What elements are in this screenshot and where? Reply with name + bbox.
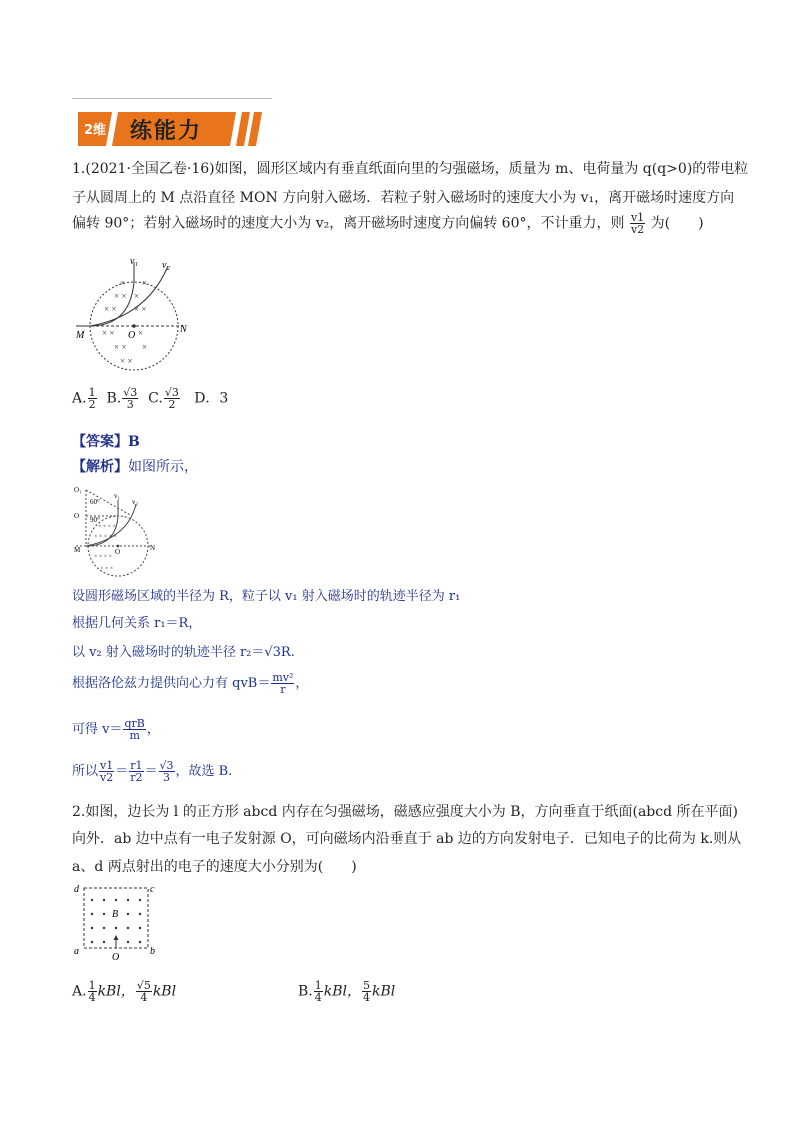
q1-line3-end: 为( ) xyxy=(650,215,704,232)
q1-opt-c-num: √3 xyxy=(164,386,179,399)
q1-line1: 1.(2021·全国乙卷·16)如图，圆形区域内有垂直纸面向里的匀强磁场，质量为 m、电荷量为 q(q>0)的带电粒 xyxy=(72,161,749,177)
analysis-intro: 如图所示， xyxy=(128,459,198,475)
step6-f1-num: v1 xyxy=(100,759,114,772)
q2-opt-b-f2-num: 5 xyxy=(363,979,370,992)
q1-opt-a-den: 2 xyxy=(88,398,96,411)
q1-option-d: D．3 xyxy=(194,390,229,407)
q1-opt-b-num: √3 xyxy=(123,386,138,399)
step5-fraction xyxy=(123,718,145,741)
q2-opt-b-prefix: B. xyxy=(298,983,313,1000)
solution-figure xyxy=(72,482,172,582)
step6-prefix: 所以 xyxy=(72,764,99,779)
step4-prefix: 根据洛伦兹力提供向心力有 qvB＝ xyxy=(72,676,271,691)
section-header xyxy=(78,110,268,148)
sol-fig-label-90: 90° xyxy=(90,516,100,524)
q1-fig-label-v2: v₂ xyxy=(162,260,170,271)
q2-opt-b-mid: kBl， xyxy=(323,983,361,1000)
q2-line1: 2.如图，边长为 l 的正方形 abcd 内存在匀强磁场，磁感应强度大小为 B，方向垂直于纸面(abcd 所在平面) xyxy=(72,804,738,820)
answer-label: 【答案】 xyxy=(72,434,128,450)
q1-ratio-den: v2 xyxy=(630,223,645,236)
q2-fig-label-O: O xyxy=(112,952,120,963)
step6-eq1: ＝ xyxy=(115,764,129,779)
solution-step-2: 根据几何关系 r₁＝R， xyxy=(72,616,202,631)
q1-line3 xyxy=(72,212,704,235)
q1-option-c-prefix: C. xyxy=(148,390,163,407)
step6-frac2 xyxy=(129,760,143,783)
sol-fig-label-N: N xyxy=(150,544,156,552)
q2-opt-a-frac1 xyxy=(88,980,97,1003)
sol-fig-label-O: O xyxy=(115,548,121,556)
header-title: 练能力 xyxy=(130,119,203,144)
q2-fig-label-B: B xyxy=(112,909,119,920)
svg-text:× ×: × × xyxy=(114,291,127,301)
step5-prefix: 可得 v＝ xyxy=(72,722,123,737)
svg-text:× ×: × × xyxy=(134,304,147,314)
sol-fig-label-O2: O xyxy=(74,512,80,520)
solution-diagram xyxy=(72,482,172,582)
q2-opt-a-f2-den: 4 xyxy=(140,991,148,1004)
step6-suffix: ，故选 B. xyxy=(175,764,233,779)
q2-fig-label-d: d xyxy=(74,884,79,895)
q2-opt-a-frac2 xyxy=(136,980,152,1003)
step6-eq2: ＝ xyxy=(144,764,158,779)
q1-opt-b-den: 3 xyxy=(126,398,134,411)
svg-text:× × ×: × × × xyxy=(100,566,114,572)
q1-diagram xyxy=(72,254,202,374)
q1-fig-label-M: M xyxy=(76,330,85,341)
step4-num: mv² xyxy=(272,671,294,684)
q2-line3: a、d 两点射出的电子的速度大小分别为( ) xyxy=(72,859,357,875)
q1-ratio-fraction xyxy=(630,212,645,235)
q1-option-b-prefix: B. xyxy=(106,390,122,407)
step6-frac1 xyxy=(99,760,114,783)
step5-suffix: ， xyxy=(146,722,160,737)
answer-value: B xyxy=(128,434,140,450)
q2-fig-label-a: a xyxy=(74,946,79,957)
svg-text:×: × xyxy=(134,291,140,301)
solution-step-1: 设圆形磁场区域的半径为 R，粒子以 v₁ 射入磁场时的轨迹半径为 r₁ xyxy=(72,589,461,604)
q1-option-a-prefix: A. xyxy=(72,390,87,407)
solution-step-5 xyxy=(72,718,160,741)
q2-opt-b-f1-den: 4 xyxy=(314,991,322,1004)
q1-line3-text: 偏转 90°；若射入磁场时的速度大小为 v₂，离开磁场时速度方向偏转 60°，不计重力，则 xyxy=(72,215,625,232)
q2-opt-a-f1-num: 1 xyxy=(88,979,96,992)
answer-line xyxy=(72,431,140,453)
q1-fig-label-O: O xyxy=(128,330,136,341)
q1-ratio-num: v1 xyxy=(630,211,645,224)
sol-fig-label-O1: O₁ xyxy=(74,486,82,494)
solution-step-3: 以 v₂ 射入磁场时的轨迹半径 r₂＝√3R. xyxy=(72,645,295,660)
svg-text:× ×: × × xyxy=(120,356,133,366)
q1-option-a-value xyxy=(88,387,97,410)
svg-text:× ×: × × xyxy=(114,342,127,352)
q2-figure xyxy=(72,882,162,964)
q2-opt-b-f2-den: 4 xyxy=(363,991,370,1004)
header-badge: 2维 xyxy=(84,123,107,138)
solution-step-6 xyxy=(72,760,232,783)
svg-text:×: × xyxy=(142,278,148,288)
svg-text:× × × ×: × × × × xyxy=(98,524,117,530)
svg-text:× × × ×: × × × × xyxy=(94,554,113,560)
q2-option-b xyxy=(298,980,395,1003)
step5-den: m xyxy=(129,729,140,742)
q2-opt-a-end: kBl xyxy=(152,983,177,1000)
svg-text:×: × xyxy=(120,278,126,288)
svg-text:× ×: × × xyxy=(104,304,117,314)
q2-diagram xyxy=(72,882,162,964)
q1-figure xyxy=(72,254,202,374)
step4-den: r xyxy=(280,683,286,696)
step6-f3-num: √3 xyxy=(159,759,174,772)
q2-opt-a-mid: kBl， xyxy=(97,983,135,1000)
svg-text:×: × xyxy=(138,328,144,338)
q2-fig-label-c: c xyxy=(150,884,155,895)
q2-line2: 向外．ab 边中点有一电子发射源 O，可向磁场内沿垂直于 ab 边的方向发射电子．已知电子的比荷为 k.则从 xyxy=(72,831,742,847)
q2-opt-b-end: kBl xyxy=(372,983,396,1000)
step4-fraction xyxy=(271,672,294,695)
q2-opt-a-f1-den: 4 xyxy=(88,991,96,1004)
svg-text:× ×: × × xyxy=(102,328,115,338)
step5-num: qrB xyxy=(124,717,145,730)
q1-options xyxy=(72,387,228,410)
q1-fig-label-v1: v₁ xyxy=(130,256,138,267)
q1-line2: 子从圆周上的 M 点沿直径 MON 方向射入磁场．若粒子射入磁场时的速度大小为 v₁，离开磁场时速度方向 xyxy=(72,190,735,206)
q1-option-b-value xyxy=(122,387,138,410)
step6-f1-den: v2 xyxy=(100,771,114,784)
svg-text:× × × × ×: × × × × × xyxy=(94,534,117,540)
q2-fig-label-b: b xyxy=(150,946,155,957)
analysis-label: 【解析】 xyxy=(72,459,128,475)
step6-f2-den: r2 xyxy=(130,771,143,784)
q1-fig-label-N: N xyxy=(180,324,187,335)
sol-fig-label-v1: v₁ xyxy=(114,492,120,500)
step6-f2-num: r1 xyxy=(130,759,143,772)
analysis-line xyxy=(72,456,198,478)
svg-text:×: × xyxy=(142,342,148,352)
top-rule xyxy=(72,98,272,99)
q1-option-c-value xyxy=(164,387,180,410)
sol-fig-label-60: 60° xyxy=(90,498,100,506)
step4-suffix: ， xyxy=(295,676,309,691)
q2-opt-a-prefix: A. xyxy=(72,983,87,1000)
q2-opt-a-f2-num: √5 xyxy=(136,979,151,992)
q1-opt-a-num: 1 xyxy=(88,386,96,399)
sol-fig-label-v2: v₂ xyxy=(132,498,138,506)
q2-opt-b-f1-num: 1 xyxy=(314,979,322,992)
step6-frac3 xyxy=(159,760,175,783)
step6-f3-den: 3 xyxy=(163,771,171,784)
q1-opt-c-den: 2 xyxy=(168,398,176,411)
q2-opt-b-frac2 xyxy=(362,980,371,1003)
q2-option-a xyxy=(72,980,176,1003)
sol-fig-label-M: M xyxy=(74,546,81,554)
q2-opt-b-frac1 xyxy=(314,980,323,1003)
solution-step-4 xyxy=(72,672,308,695)
